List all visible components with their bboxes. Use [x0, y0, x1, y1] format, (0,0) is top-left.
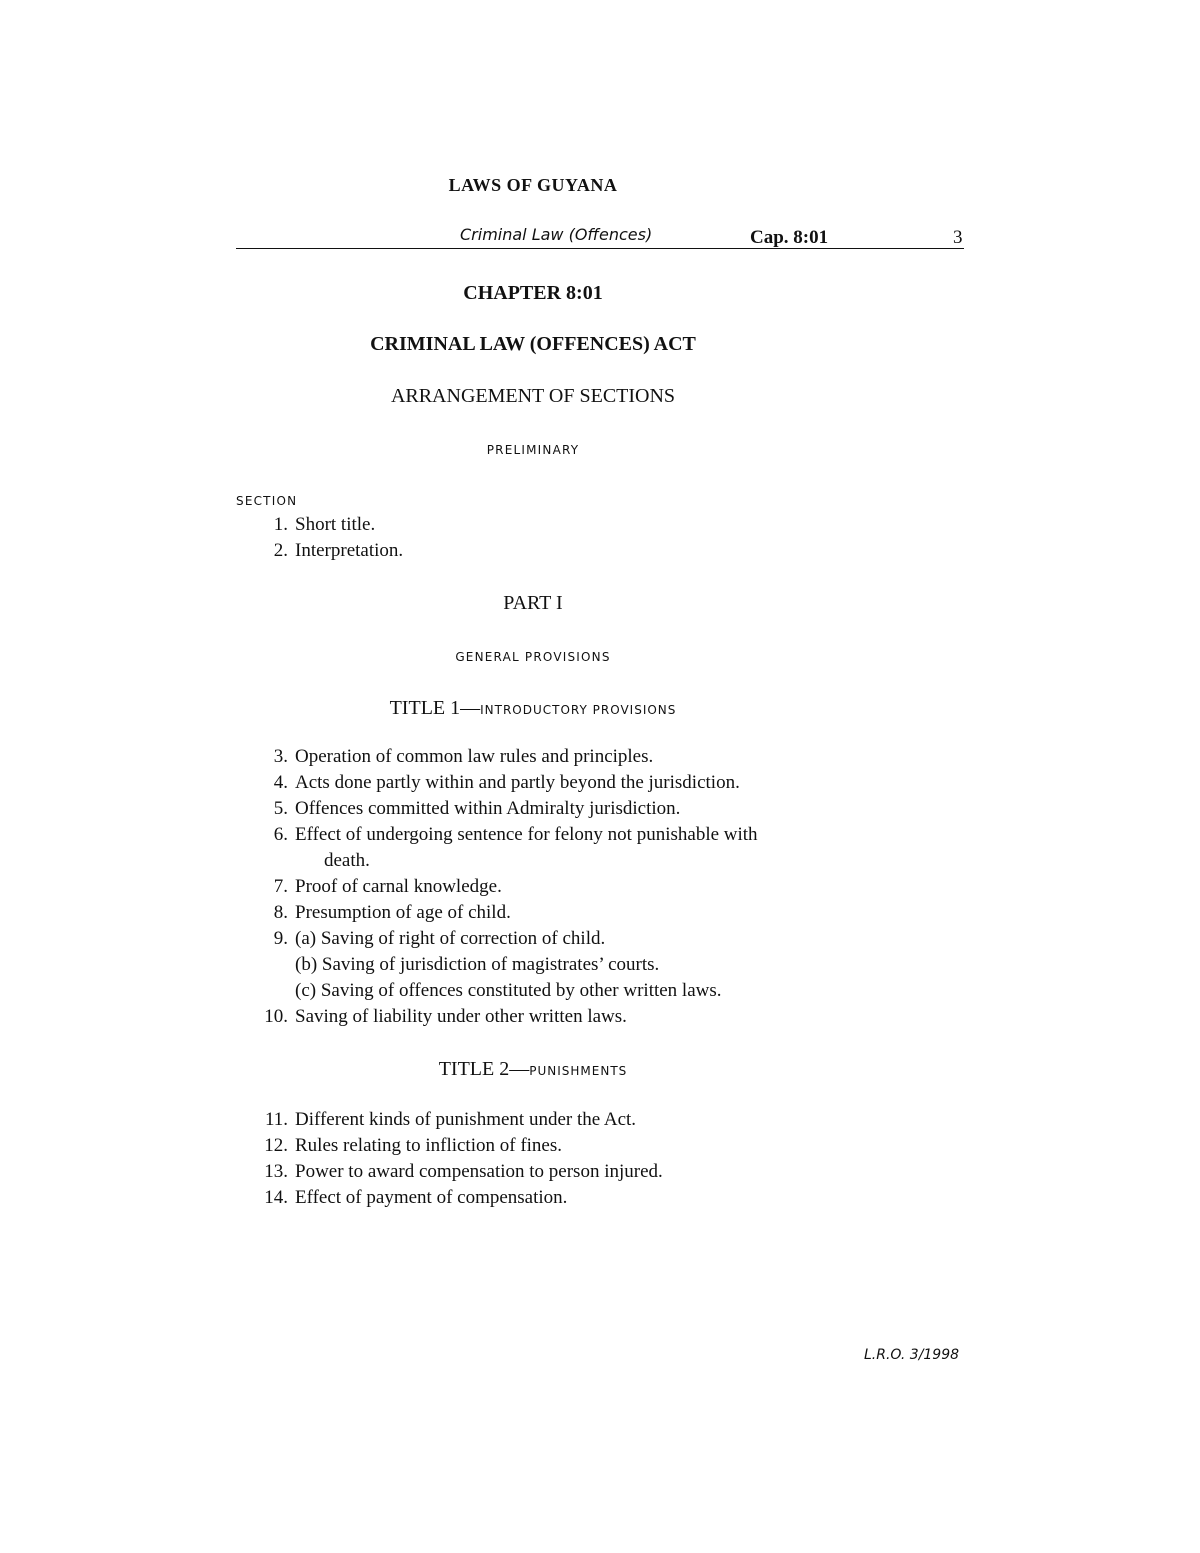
section-number: 10. [264, 1006, 288, 1027]
act-title: CRIMINAL LAW (OFFENCES) ACT [370, 333, 696, 355]
section-title-continuation: death. [324, 850, 370, 871]
page-number: 3 [953, 227, 963, 248]
section-title: (a) Saving of right of correction of child. [295, 928, 606, 949]
section-number: 1. [273, 514, 288, 535]
section-number: 8. [273, 902, 288, 923]
title-1-name: INTRODUCTORY PROVISIONS [480, 703, 677, 717]
title-2-prefix: TITLE 2— [438, 1058, 530, 1080]
section-title: Power to award compensation to person injured. [295, 1161, 663, 1182]
part-subheading: GENERAL PROVISIONS [455, 650, 611, 664]
section-number: 13. [264, 1161, 288, 1182]
title-2-name: PUNISHMENTS [529, 1064, 628, 1078]
section-number: 3. [273, 746, 288, 767]
section-number: 2. [273, 540, 288, 561]
laws-of-guyana-title: LAWS OF GUYANA [448, 175, 618, 195]
section-number: 5. [273, 798, 288, 819]
title-1-heading [318, 697, 748, 720]
section-number: 7. [273, 876, 288, 897]
section-number: 6. [273, 824, 288, 845]
section-column-label: SECTION [236, 494, 298, 508]
section-title: Rules relating to infliction of fines. [295, 1135, 563, 1156]
section-title: Acts done partly within and partly beyond the jurisdiction. [295, 772, 740, 793]
section-title: Presumption of age of child. [295, 902, 511, 923]
section-title: Effect of payment of compensation. [295, 1187, 568, 1208]
section-title: Short title. [295, 514, 376, 535]
section-title: Operation of common law rules and principles. [295, 746, 654, 767]
section-title: (b) Saving of jurisdiction of magistrates’ courts. [295, 954, 660, 975]
section-title: Different kinds of punishment under the Act. [295, 1109, 637, 1130]
section-number: 4. [273, 772, 288, 793]
revision-footer: L.R.O. 3/1998 [864, 1347, 960, 1363]
section-title: (c) Saving of offences constituted by other written laws. [295, 980, 722, 1001]
running-head-title: Criminal Law (Offences) [460, 225, 653, 244]
section-title: Saving of liability under other written laws. [295, 1006, 627, 1027]
preliminary-heading: PRELIMINARY [486, 443, 580, 457]
section-number: 12. [264, 1135, 288, 1156]
title-2-heading [318, 1058, 748, 1081]
header-rule [236, 248, 964, 249]
part-heading: PART I [503, 592, 563, 614]
title-1-prefix: TITLE 1— [389, 697, 481, 719]
section-title: Offences committed within Admiralty jurisdiction. [295, 798, 681, 819]
section-number: 9. [273, 928, 288, 949]
section-number: 14. [264, 1187, 288, 1208]
chapter-cap-label: Cap. 8:01 [750, 227, 829, 248]
section-number: 11. [264, 1109, 288, 1130]
section-title: Effect of undergoing sentence for felony not punishable with [295, 824, 758, 845]
chapter-heading: CHAPTER 8:01 [463, 282, 603, 304]
arrangement-heading: ARRANGEMENT OF SECTIONS [390, 385, 676, 407]
section-title: Proof of carnal knowledge. [295, 876, 502, 897]
section-title: Interpretation. [295, 540, 404, 561]
